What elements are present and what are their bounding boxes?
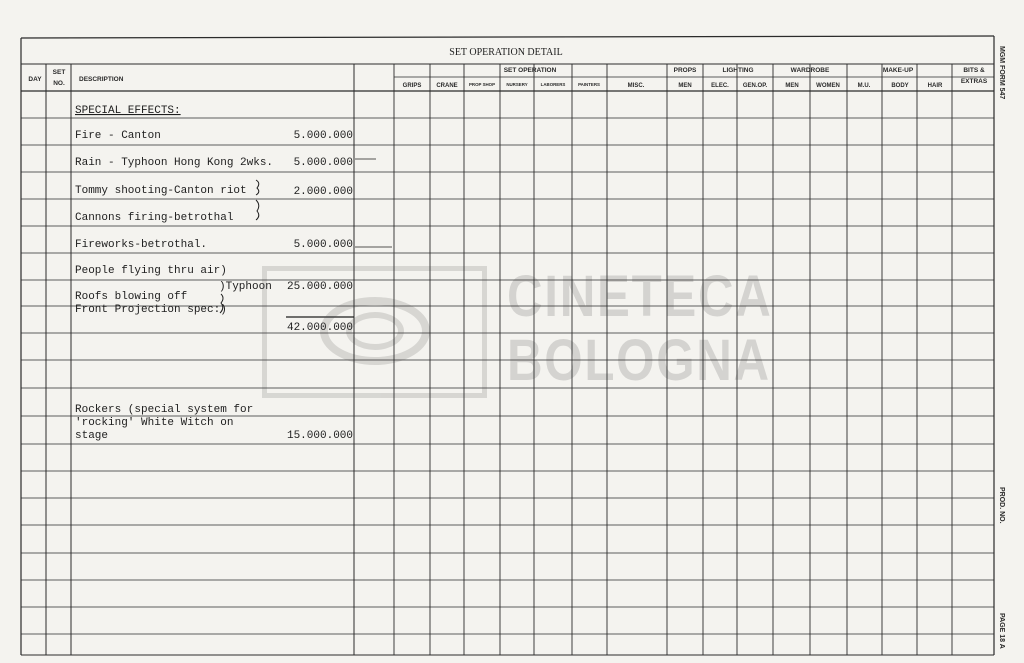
entry-rockers-line2: 'rocking' White Witch on: [75, 417, 234, 429]
entry-rain-amount: 5.000.000: [293, 157, 353, 169]
header-props-men: MEN: [678, 83, 692, 89]
header-wardrobe-men: MEN: [785, 83, 799, 89]
header-gen-op: GEN.OP.: [742, 83, 768, 89]
entry-rockers-line3: stage: [75, 430, 109, 442]
header-wardrobe-women: WOMEN: [816, 83, 840, 89]
header-makeup: MAKE-UP: [882, 67, 914, 74]
header-bits-extras-2: EXTRAS: [960, 78, 988, 85]
header-grips: GRIPS: [402, 83, 422, 89]
special-effects-heading: SPECIAL EFFECTS:: [75, 105, 181, 117]
header-crane: CRANE: [436, 83, 458, 89]
entry-rain: Rain - Typhoon Hong Kong 2wks.: [75, 157, 274, 169]
header-elec: ELEC.: [711, 83, 729, 89]
form-grid: [21, 36, 994, 655]
page-label: PAGE 18 A: [998, 613, 1005, 649]
header-makeup-hair: HAIR: [927, 83, 943, 89]
header-nursery: NURSERY: [506, 82, 528, 87]
entry-tommy: Tommy shooting-Canton riot: [75, 185, 247, 197]
header-description: DESCRIPTION: [79, 76, 124, 83]
column-headers: [28, 67, 987, 89]
entry-fire-amount: 5.000.000: [293, 130, 353, 142]
header-painters: PAINTERS: [578, 82, 600, 87]
entry-roofs: Roofs blowing off: [75, 291, 188, 303]
entry-rockers-line1: Rockers (special system for: [75, 404, 254, 416]
entry-fireworks-amount: 5.000.000: [293, 239, 353, 251]
subtotal-amount: 42.000.000: [286, 322, 353, 334]
watermark-line1: CINETECA: [507, 264, 773, 329]
header-prop-shop: PROP SHOP: [468, 82, 496, 87]
header-props: PROPS: [673, 67, 697, 74]
header-lighting: LIGHTING: [722, 67, 754, 74]
header-wardrobe: WARDROBE: [790, 67, 830, 74]
entry-people: People flying thru air): [75, 265, 227, 277]
form-border-top: [21, 36, 994, 38]
header-set-no: SET: [52, 69, 66, 76]
typed-entries: [75, 105, 353, 442]
entry-fireworks: Fireworks-betrothal.: [75, 239, 208, 251]
form-id-label: MGM FORM 547: [998, 46, 1005, 100]
entry-typhoon-tag: )Typhoon: [219, 281, 272, 293]
entry-rockers-amount: 15.000.000: [286, 430, 353, 442]
entry-tommy-amount: 2.000.000: [293, 186, 353, 198]
entry-fire: Fire - Canton: [75, 130, 161, 142]
bracket-marks: [220, 159, 392, 317]
header-makeup-mu: M.U.: [857, 83, 871, 89]
header-makeup-body: BODY: [891, 83, 909, 89]
entry-typhoon-amount: 25.000.000: [286, 281, 353, 293]
header-set-no-2: NO.: [53, 80, 65, 87]
header-day: DAY: [28, 76, 42, 83]
watermark-line2: BOLOGNA: [507, 328, 771, 393]
header-bits-extras: BITS &: [963, 67, 985, 74]
entry-cannons: Cannons firing-betrothal: [75, 212, 234, 224]
header-set-operation: SET OPERATION: [503, 67, 557, 74]
header-laborers: LABORERS: [540, 82, 566, 87]
header-misc: MISC.: [627, 83, 645, 89]
prod-no-label: PROD. NO.: [998, 487, 1005, 524]
entry-front-projection: Front Projection spec:): [75, 304, 227, 316]
form-title: SET OPERATION DETAIL: [449, 47, 563, 58]
